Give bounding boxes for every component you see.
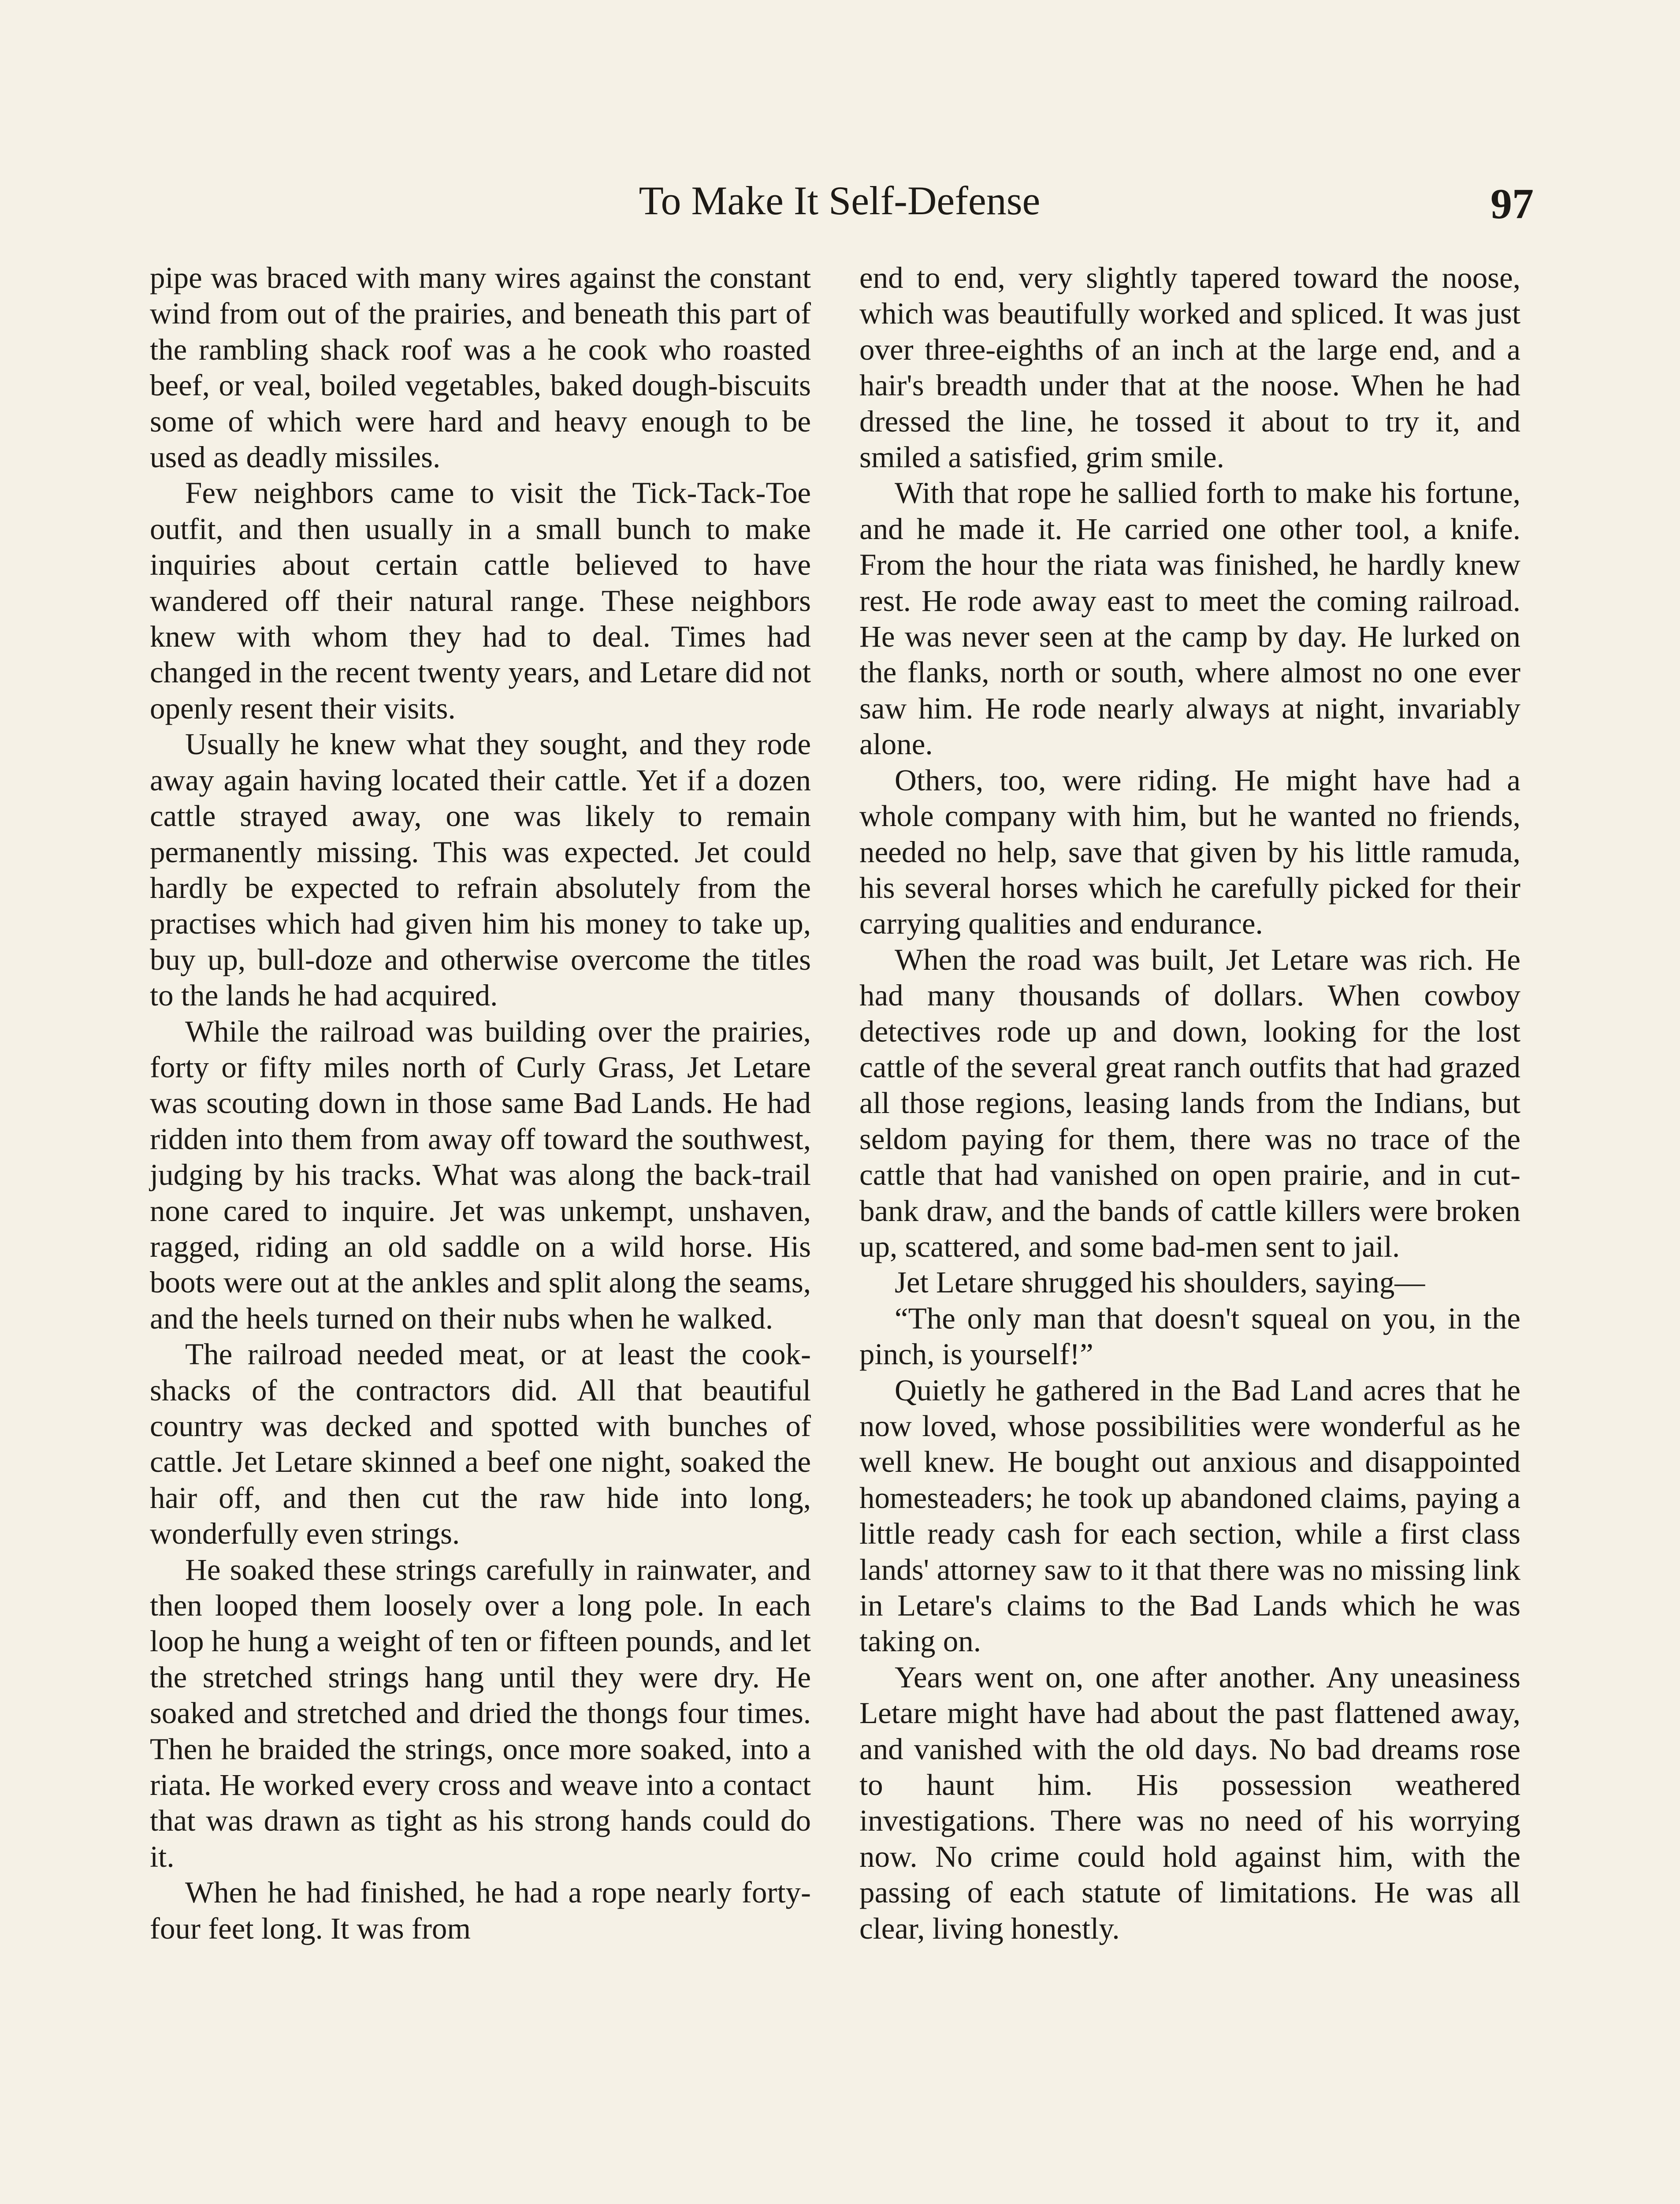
dialog-quote: “The only man that doesn't squeal on you, in the pinch, is yourself!”: [859, 1301, 1520, 1371]
right-column: [859, 260, 1520, 1947]
left-column: [150, 260, 811, 1947]
paragraph: With that rope he sallied forth to make his fortune, and he made it. He carried one other tool, a knife. From the hour the riata was finished, he hardly knew rest. He rode away east to meet the coming railroad. He was never seen at the camp by day. He lurked on the flanks, north or south, where almost no one ever saw him. He rode nearly always at night, invariably alone.: [859, 476, 1520, 761]
paragraph: Few neighbors came to visit the Tick-Tack-Toe outfit, and then usually in a small bunch to make inquiries about certain cattle believed to have wandered off their natural range. These neighbors knew with whom they had to deal. Times had changed in the recent twenty years, and Letare did not openly resent their visits.: [150, 476, 811, 725]
paragraph: Jet Letare shrugged his shoulders, saying—: [895, 1266, 1425, 1299]
paragraph: end to end, very slightly tapered toward the noose, which was beautifully worked and spliced. It was just over three-eighths of an inch at the large end, and a hair's breadth under that at the noose. When he had dressed the line, he tossed it about to try it, and smiled a satisfied, grim smile.: [859, 261, 1520, 474]
paragraph: While the railroad was building over the prairies, forty or fifty miles north of Curly Grass, Jet Letare was scouting down in those same Bad Lands. He had ridden into them from away off toward the southwest, judging by his tracks. What was along the back-trail none cared to inquire. Jet was unkempt, unshaven, ragged, riding an old saddle on a wild horse. His boots were out at the ankles and split along the seams, and the heels turned on their nubs when he walked.: [150, 1014, 811, 1335]
page-header: [145, 168, 1534, 234]
paragraph: He soaked these strings carefully in rainwater, and then looped them loosely over a long pole. In each loop he hung a weight of ten or fifteen pounds, and let the stretched strings hang until they were dry. He soaked and stretched and dried the thongs four times. Then he braided the strings, once more soaked, into a riata. He worked every cross and weave into a contact that was drawn as tight as his strong hands could do it.: [150, 1552, 811, 1873]
paragraph: Usually he knew what they sought, and they rode away again having located their cattle. Yet if a dozen cattle strayed away, one was likely to remain permanently missing. This was expected. Jet could hardly be expected to refrain absolutely from the practises which had given him his money to take up, buy up, bull-doze and otherwise overcome the titles to the lands he had acquired.: [150, 727, 811, 1013]
paragraph: Quietly he gathered in the Bad Land acres that he now loved, whose possibilities were wonderful as he well knew. He bought out anxious and disappointed homesteaders; he took up abandoned claims, paying a little ready cash for each section, while a first class lands' attorney saw to it that there was no missing link in Letare's claims to the Bad Lands which he was taking on.: [859, 1373, 1520, 1658]
paragraph: The railroad needed meat, or at least the cook-shacks of the contractors did. All that beautiful country was decked and spotted with bunches of cattle. Jet Letare skinned a beef one night, soaked the hair off, and then cut the raw hide into long, wonderfully even strings.: [150, 1337, 811, 1551]
paragraph: Others, too, were riding. He might have had a whole company with him, but he wanted no friends, needed no help, save that given by his little ramuda, his several horses which he carefully picked for their carrying qualities and endurance.: [859, 763, 1520, 941]
running-title: To Make It Self-Defense: [639, 178, 1041, 223]
paragraph: Years went on, one after another. Any uneasiness Letare might have had about the past flattened away, and vanished with the old days. No bad dreams rose to haunt him. His possession weathered investigations. There was no need of his worrying now. No crime could hold against him, with the passing of each statute of limitations. He was all clear, living honestly.: [859, 1660, 1520, 1945]
paragraph: When the road was built, Jet Letare was rich. He had many thousands of dollars. When cowboy detectives rode up and down, looking for the lost cattle of the several great ranch outfits that had grazed all those regions, leasing lands from the Indians, but seldom paying for them, there was no trace of the cattle that had vanished on open prairie, and in cut-bank draw, and the bands of cattle killers were broken up, scattered, and some bad-men sent to jail.: [859, 942, 1520, 1263]
page-number: 97: [1490, 180, 1534, 228]
paragraph: pipe was braced with many wires against the constant wind from out of the prairies, and beneath this part of the rambling shack roof was a he cook who roasted beef, or veal, boiled vegetables, baked dough-biscuits some of which were hard and heavy enough to be used as deadly missiles.: [150, 261, 811, 474]
paragraph: When he had finished, he had a rope nearly forty-four feet long. It was from: [150, 1876, 811, 1945]
